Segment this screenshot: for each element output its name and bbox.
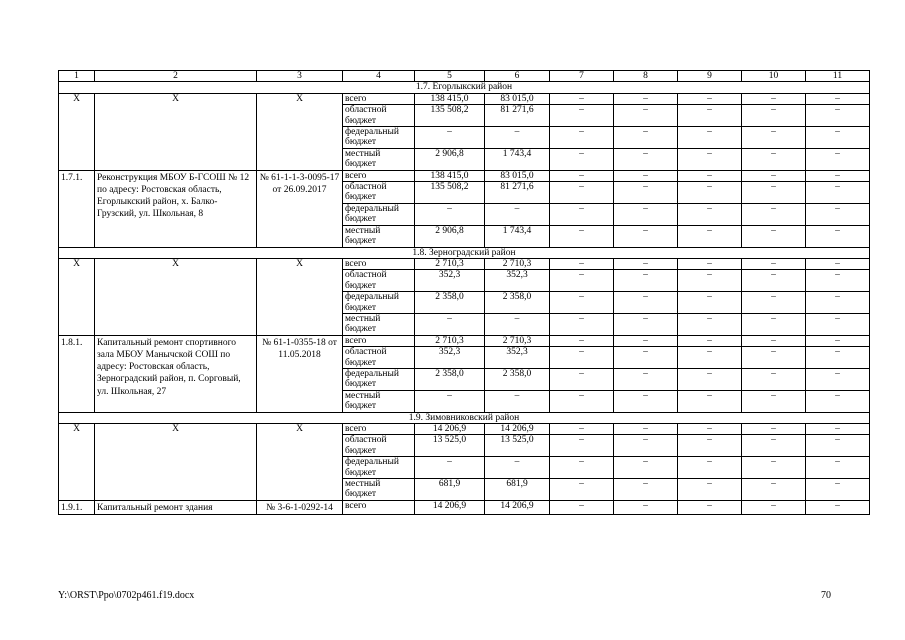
amount-col5: 352,3 [415, 347, 485, 369]
section-title: 1.9. Зимовниковский район [59, 412, 870, 423]
amount-col5: 2 358,0 [415, 368, 485, 390]
amount-col5: 135 508,2 [415, 105, 485, 127]
amount-empty: – [678, 182, 742, 204]
column-number-row [59, 71, 870, 82]
amount-empty: – [614, 479, 678, 501]
total-marker: Х [95, 424, 257, 501]
amount-col6: 2 710,3 [485, 335, 550, 346]
amount-col5: – [415, 313, 485, 335]
amount-col6: 681,9 [485, 479, 550, 501]
item-row [59, 500, 870, 514]
summary-row [59, 93, 870, 104]
amount-col5: 14 206,9 [415, 424, 485, 435]
amount-empty: – [806, 457, 870, 479]
amount-empty: – [678, 424, 742, 435]
amount-empty: – [742, 203, 806, 225]
amount-empty: – [614, 335, 678, 346]
funding-source: местный бюджет [343, 148, 415, 170]
amount-empty: – [614, 93, 678, 104]
amount-empty: – [806, 424, 870, 435]
item-number: 1.7.1. [59, 170, 95, 247]
total-marker: Х [95, 258, 257, 335]
funding-source: областной бюджет [343, 105, 415, 127]
amount-empty: – [614, 313, 678, 335]
total-marker: Х [95, 93, 257, 170]
amount-empty: – [742, 292, 806, 314]
item-name: Капитальный ремонт здания [95, 500, 257, 514]
item-number: 1.8.1. [59, 335, 95, 412]
amount-col6: – [485, 203, 550, 225]
amount-col5: 352,3 [415, 270, 485, 292]
funding-source: всего [343, 93, 415, 104]
total-marker: Х [59, 258, 95, 335]
total-marker: Х [257, 258, 343, 335]
amount-empty: – [806, 368, 870, 390]
amount-empty: – [742, 258, 806, 269]
amount-empty: – [550, 500, 614, 514]
total-marker: Х [59, 424, 95, 501]
amount-empty: – [806, 435, 870, 457]
section-row [59, 247, 870, 258]
amount-empty: – [550, 270, 614, 292]
amount-empty: – [550, 127, 614, 149]
amount-col6: 83 015,0 [485, 93, 550, 104]
amount-empty: – [550, 93, 614, 104]
file-path: Y:\ORST\Ppo\0702p461.f19.docx [58, 590, 195, 601]
funding-source: федеральный бюджет [343, 292, 415, 314]
amount-empty: – [806, 93, 870, 104]
amount-empty: – [742, 335, 806, 346]
column-number: 4 [343, 71, 415, 82]
column-number: 1 [59, 71, 95, 82]
amount-empty: – [742, 500, 806, 514]
amount-empty: – [550, 292, 614, 314]
amount-empty: – [742, 313, 806, 335]
amount-empty: – [678, 258, 742, 269]
amount-empty: – [678, 368, 742, 390]
amount-empty: – [550, 335, 614, 346]
item-document: № 61-1-0355-18 от 11.05.2018 [257, 335, 343, 412]
amount-col6: – [485, 390, 550, 412]
amount-empty: – [742, 127, 806, 149]
amount-empty: – [806, 258, 870, 269]
amount-empty: – [678, 203, 742, 225]
amount-empty: – [806, 292, 870, 314]
amount-empty: – [550, 105, 614, 127]
funding-source: местный бюджет [343, 479, 415, 501]
amount-empty: – [678, 390, 742, 412]
column-number: 11 [806, 71, 870, 82]
amount-empty: – [678, 479, 742, 501]
amount-empty: – [806, 170, 870, 181]
amount-empty: – [550, 203, 614, 225]
amount-empty: – [806, 347, 870, 369]
amount-empty: – [678, 270, 742, 292]
column-number: 2 [95, 71, 257, 82]
amount-col5: – [415, 457, 485, 479]
amount-empty: – [806, 335, 870, 346]
funding-source: областной бюджет [343, 435, 415, 457]
section-row [59, 82, 870, 93]
amount-col6: 13 525,0 [485, 435, 550, 457]
amount-empty: – [550, 347, 614, 369]
amount-empty: – [806, 479, 870, 501]
amount-col6: 2 358,0 [485, 368, 550, 390]
amount-empty: – [550, 390, 614, 412]
column-number: 6 [485, 71, 550, 82]
amount-col6: 81 271,6 [485, 182, 550, 204]
amount-empty: – [806, 225, 870, 247]
amount-col5: 2 710,3 [415, 335, 485, 346]
amount-col6: – [485, 457, 550, 479]
amount-empty: – [614, 347, 678, 369]
total-marker: Х [257, 93, 343, 170]
amount-col5: 2 710,3 [415, 258, 485, 269]
amount-empty: – [806, 270, 870, 292]
funding-source: всего [343, 424, 415, 435]
section-row [59, 412, 870, 423]
amount-col5: – [415, 203, 485, 225]
amount-empty: – [742, 225, 806, 247]
amount-empty: – [678, 435, 742, 457]
amount-empty: – [742, 347, 806, 369]
amount-col5: 14 206,9 [415, 500, 485, 514]
amount-empty: – [678, 170, 742, 181]
amount-empty: – [614, 457, 678, 479]
amount-col6: 1 743,4 [485, 225, 550, 247]
item-row [59, 170, 870, 181]
summary-row [59, 424, 870, 435]
amount-empty: – [550, 182, 614, 204]
amount-col5: 681,9 [415, 479, 485, 501]
item-row [59, 335, 870, 346]
amount-empty: – [742, 93, 806, 104]
amount-empty: – [806, 390, 870, 412]
amount-empty: – [550, 457, 614, 479]
amount-empty: – [678, 457, 742, 479]
column-number: 9 [678, 71, 742, 82]
amount-col5: 135 508,2 [415, 182, 485, 204]
amount-empty: – [806, 203, 870, 225]
summary-row [59, 258, 870, 269]
total-marker: Х [59, 93, 95, 170]
amount-empty: – [614, 292, 678, 314]
amount-empty: – [550, 258, 614, 269]
amount-col6: 2 358,0 [485, 292, 550, 314]
amount-col6: – [485, 313, 550, 335]
amount-col6: 14 206,9 [485, 424, 550, 435]
item-document: № 3-6-1-0292-14 [257, 500, 343, 514]
item-document: № 61-1-1-3-0095-17 от 26.09.2017 [257, 170, 343, 247]
amount-col5: 138 415,0 [415, 170, 485, 181]
amount-empty: – [614, 424, 678, 435]
funding-source: местный бюджет [343, 390, 415, 412]
amount-empty: – [742, 479, 806, 501]
column-number: 3 [257, 71, 343, 82]
amount-empty: – [614, 258, 678, 269]
column-number: 10 [742, 71, 806, 82]
column-number: 7 [550, 71, 614, 82]
column-number: 5 [415, 71, 485, 82]
funding-source: местный бюджет [343, 225, 415, 247]
amount-empty: – [678, 347, 742, 369]
item-name: Капитальный ремонт спортивного зала МБОУ Манычской СОШ по адресу: Ростовская область, Зерноградский район, п. Сорговый, ул. Школьная, 27 [95, 335, 257, 412]
amount-empty: – [614, 225, 678, 247]
section-title: 1.7. Егорлыкский район [59, 82, 870, 93]
amount-col6: – [485, 127, 550, 149]
amount-col6: 2 710,3 [485, 258, 550, 269]
amount-empty: – [550, 170, 614, 181]
amount-empty: – [614, 182, 678, 204]
amount-empty: – [742, 148, 806, 170]
funding-source: всего [343, 335, 415, 346]
amount-col5: 2 906,8 [415, 148, 485, 170]
funding-source: федеральный бюджет [343, 203, 415, 225]
item-name: Реконструкция МБОУ Б-ГСОШ № 12 по адресу: Ростовская область, Егорлыкский район, х. Балко-Грузский, ул. Школьная, 8 [95, 170, 257, 247]
amount-col5: – [415, 390, 485, 412]
amount-empty: – [806, 182, 870, 204]
funding-source: федеральный бюджет [343, 127, 415, 149]
amount-empty: – [742, 390, 806, 412]
amount-empty: – [678, 148, 742, 170]
amount-empty: – [614, 500, 678, 514]
amount-empty: – [614, 148, 678, 170]
amount-empty: – [678, 127, 742, 149]
amount-col5: – [415, 127, 485, 149]
amount-empty: – [614, 270, 678, 292]
funding-source: всего [343, 500, 415, 514]
amount-col6: 81 271,6 [485, 105, 550, 127]
amount-empty: – [742, 182, 806, 204]
amount-empty: – [742, 105, 806, 127]
amount-empty: – [550, 368, 614, 390]
amount-empty: – [614, 203, 678, 225]
amount-empty: – [550, 313, 614, 335]
amount-empty: – [806, 500, 870, 514]
amount-empty: – [550, 424, 614, 435]
amount-empty: – [614, 390, 678, 412]
page-number: 70 [821, 590, 831, 601]
funding-source: всего [343, 170, 415, 181]
total-marker: Х [257, 424, 343, 501]
funding-source: федеральный бюджет [343, 368, 415, 390]
amount-empty: – [742, 270, 806, 292]
funding-source: всего [343, 258, 415, 269]
amount-empty: – [806, 105, 870, 127]
amount-col6: 1 743,4 [485, 148, 550, 170]
amount-empty: – [678, 313, 742, 335]
amount-empty: – [550, 479, 614, 501]
amount-empty: – [742, 435, 806, 457]
amount-empty: – [806, 127, 870, 149]
funding-source: местный бюджет [343, 313, 415, 335]
item-number: 1.9.1. [59, 500, 95, 514]
amount-empty: – [614, 127, 678, 149]
amount-empty: – [806, 148, 870, 170]
amount-col6: 352,3 [485, 270, 550, 292]
amount-col6: 14 206,9 [485, 500, 550, 514]
amount-empty: – [614, 170, 678, 181]
amount-empty: – [742, 368, 806, 390]
amount-empty: – [678, 225, 742, 247]
amount-empty: – [678, 292, 742, 314]
funding-source: федеральный бюджет [343, 457, 415, 479]
section-title: 1.8. Зерноградский район [59, 247, 870, 258]
amount-col5: 2 358,0 [415, 292, 485, 314]
funding-source: областной бюджет [343, 182, 415, 204]
amount-col5: 13 525,0 [415, 435, 485, 457]
amount-empty: – [742, 170, 806, 181]
amount-empty: – [742, 457, 806, 479]
amount-empty: – [806, 313, 870, 335]
amount-empty: – [614, 105, 678, 127]
column-number: 8 [614, 71, 678, 82]
amount-col5: 2 906,8 [415, 225, 485, 247]
funding-source: областной бюджет [343, 270, 415, 292]
amount-empty: – [742, 424, 806, 435]
amount-empty: – [678, 335, 742, 346]
amount-empty: – [614, 435, 678, 457]
amount-empty: – [678, 500, 742, 514]
budget-table [58, 70, 870, 515]
amount-empty: – [550, 225, 614, 247]
amount-col6: 83 015,0 [485, 170, 550, 181]
amount-empty: – [678, 105, 742, 127]
amount-empty: – [614, 368, 678, 390]
amount-empty: – [678, 93, 742, 104]
amount-empty: – [550, 435, 614, 457]
amount-col6: 352,3 [485, 347, 550, 369]
funding-source: областной бюджет [343, 347, 415, 369]
amount-col5: 138 415,0 [415, 93, 485, 104]
amount-empty: – [550, 148, 614, 170]
